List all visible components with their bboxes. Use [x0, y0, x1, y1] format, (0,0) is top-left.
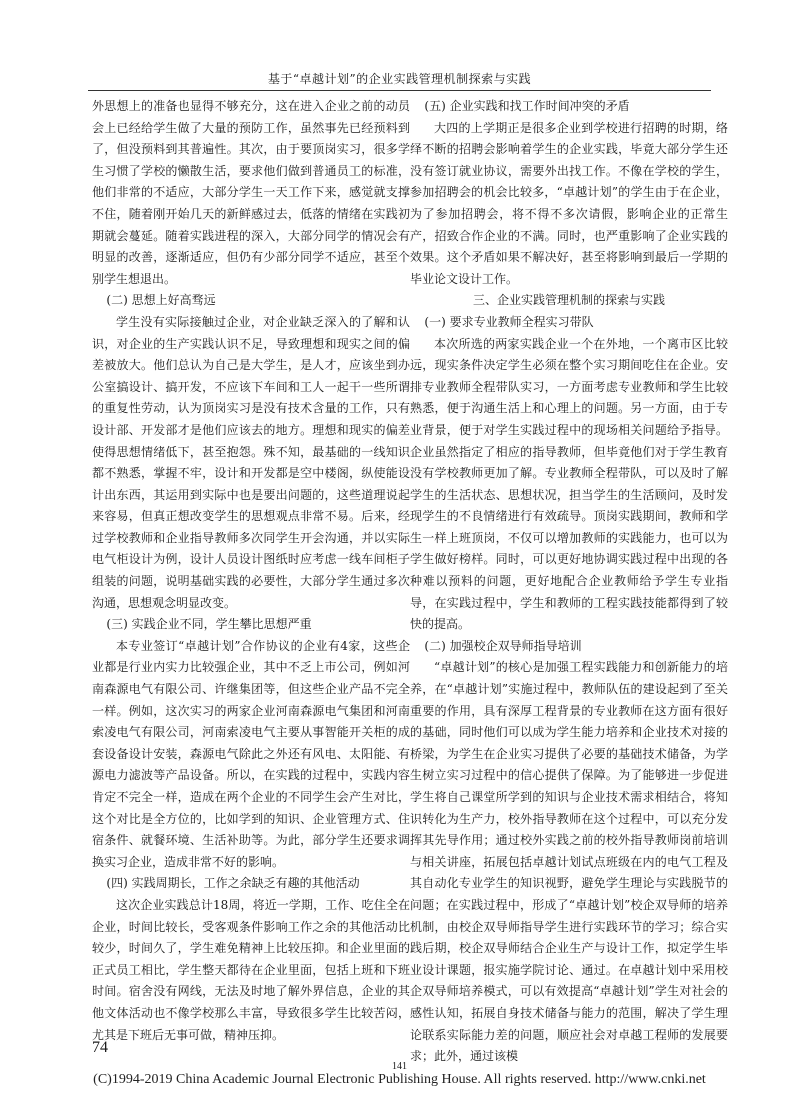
paragraph: 外思想上的准备也显得不够充分，这在进入企业之前的动员会上已经给学生做了大量的预防工作，虽然事先已经预料到了，但没预料到其普遍性。其次，由于要顶岗实习，很多学生习惯了学校的懒散生活，要求他们做到普通员工的标准，他们非常的不适应，大部分学生一天工作下来，感觉就支撑不住，随着刚开始几天的新鲜感过去，低落的情绪在实践初期就会蔓延。随着实践进程的深入，大部分同学的情况会有明显的改善，逐渐适应，但仍有少部分同学不适应，甚至个别学生想退出。: [92, 99, 410, 286]
chapter-heading: 三、企业实践管理机制的探索与实践: [472, 293, 665, 308]
paragraph: 学生没有实际接触过企业，对企业缺乏深入的了解和认识，对企业的生产实践认识不足，导致理想和现实之间的偏差被放大。他们总认为自己是大学生，是人才，应该坐到办公室搞设计、搞开发，不应该下车间和工人一起干一些所谓的重复性劳动，认为顶岗实习是没有技术含量的工作，只有设计部、开发部才是他们应该去的地方。理想和现实的偏差使得思想情绪低下，甚至抱怨。殊不知，最基础的一线知识都不熟悉，掌握不牢，设计和开发都是空中楼阁，纵使能设计出东西，其运用到实际中也是要出问题的，这些道理说起来容易，但真正想改变学生的思想观点非常不易。后来，经过学校教师和企业指导教师多次同学生开会沟通，并以实际电气柜设计为例，设计人员设计图纸时应考虑一线车间柜子组装的问题，说明基础实践的必要性，大部分学生通过多次沟通，思想观念明显改变。: [92, 314, 410, 610]
paragraph: 本专业签订“卓越计划”合作协议的企业有4家，这些企业都是行业内实力比较强企业，其中不乏上市公司，例如河南森源电气有限公司、许继集团等，但这些企业产品不完全一样。例如，这次实习的两家企业河南森源电气集团和河南索凌电气有限公司，河南索凌电气主要从事智能开关柜的成套设备设计安装，森源电气除此之外还有风电、太阳能、有源电力滤波等产品设备。所以，在实践的过程中，实践内容肯定不完全一样，造成在两个企业的不同学生会产生对比，这个对比是全方位的，比如学到的知识、企业管理方式、住宿条件、就餐环境、生活补助等。为此，部分学生还要求调换实习企业，造成非常不好的影响。: [92, 638, 410, 869]
paragraph: 这次企业实践总计18周，将近一学期，工作、吃住全在企业，时间比较长，受客观条件影响工作之余的其他活动比较少，时间久了，学生难免精神上比较压抑。和企业里面的正式员工相比，学生整天都待在企业里面，包括上班和下班时间。宿舍没有网线，无法及时地了解外界信息，企业的其他文体活动也不像学校那么丰富，导致很多学生比较苦闷，尤其是下班后无事可做，精神压抑。: [92, 897, 410, 1042]
header-rule: [88, 90, 711, 91]
paragraph: 本次所选的两家实践企业一个在外地，一个离市区比较远，现实条件决定学生必须在整个实习期间吃住在企业。安排专业教师全程带队实习，一方面考虑专业教师和学生比较熟悉，便于沟通生活上和心理上的问题。另一方面，由于专业背景，便于对学生实践过程中的现场相关问题给予指导。企业虽然指定了相应的指导教师，但毕竟他们对于学生教育没有学校教师更加了解。专业教师全程带队，可以及时了解学生的生活状态、思想状况，担当学生的生活顾问，及时发现学生的不良情绪进行有效疏导。顶岗实践期间，教师和学生一样上班顶岗，不仅可以增加教师的实践能力，也可以为学生做好榜样。同时，可以更好地协调实践过程中出现的各种难以预料的问题，更好地配合企业教师给予学生专业指导，在实践过程中，学生和教师的工程实践技能都得到了较快的提高。: [410, 336, 728, 632]
section-heading: (四) 实践周期长，工作之余缺乏有趣的其他活动: [106, 876, 360, 891]
page-index: 141: [392, 1061, 407, 1072]
paragraph: “卓越计划”的核心是加强工程实践能力和创新能力的培养，在“卓越计划”实施过程中，教师队伍的建设起到了至关重要的作用，具有深厚工程背景的专业教师在这方面有很好的基础，同时他们可以成为学生能力培养和企业技术对接的桥梁，为学生在企业实习提供了必要的基础技术储备，为学生树立实习过程中的信心提供了保障。为了能够进一步促进学生将自己课堂所学到的知识与企业技术需求相结合，将知识转化为生产力，校外指导教师在这个过程中，可以充分发挥其先导作用；通过校外实践之前的校外指导教师岗前培训与相关讲座，拓展包括卓越计划试点班级在内的电气工程及其自动化专业学生的知识视野，避免学生理论与实践脱节的问题；在实践过程中，形成了“卓越计划”校企双导师的培养机制，由校企双导师指导学生进行实践环节的学习；综合实践后期，校企双导师结合企业生产与设计工作，拟定学生毕业设计课题，报实施学院讨论、通过。在卓越计划中采用校企双导师培养模式，可以有效提高“卓越计划”学生对社会的感性认知，拓展自身技术储备与能力的范围，解决了学生理论联系实际能力差的问题，顺应社会对卓越工程师的发展要求；此外，通过该模: [410, 660, 728, 1064]
page-number: 74: [92, 1039, 108, 1056]
right-column: [410, 96, 728, 1068]
copyright-footer: (C)1994-2019 China Academic Journal Electronic Publishing House. All rights reserved. http://www.cnki.net: [93, 1072, 706, 1087]
left-column: [92, 96, 410, 1046]
section-heading: (一) 要求专业教师全程实习带队: [424, 314, 594, 329]
section-heading: (二) 思想上好高骛远: [106, 293, 216, 308]
running-header: 基于“卓越计划”的企业实践管理机制探索与实践: [267, 72, 532, 86]
paragraph: 大四的上学期正是很多企业到学校进行招聘的时期，络绎不断的招聘会影响着学生的企业实践，毕竟大部分学生还没有签订就业协议，需要外出找工作。不像在学校的学生，参加招聘会的机会比较多，“卓越计划”的学生由于在企业，为了参加招聘会，将不得不多次请假，影响企业的正常生产，招致合作企业的不满。同时，也严重影响了企业实践的效果。这个矛盾如果不解决好，甚至将影响到最后一学期的毕业论文设计工作。: [410, 120, 728, 286]
section-heading: (三) 实践企业不同，学生攀比思想严重: [106, 617, 312, 632]
section-heading: (五) 企业实践和找工作时间冲突的矛盾: [424, 99, 630, 113]
section-heading: (二) 加强校企双导师指导培训: [424, 638, 582, 653]
